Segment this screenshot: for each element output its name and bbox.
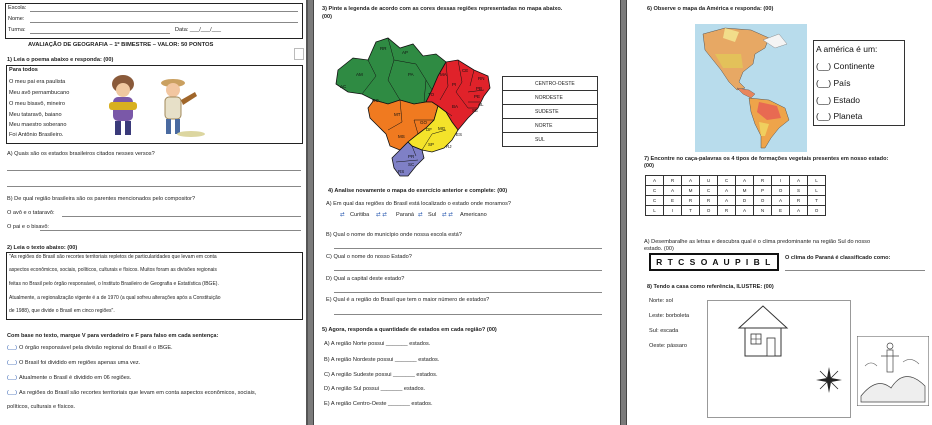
tf-checkbox[interactable]: (__): [7, 390, 17, 396]
svg-text:ES: ES: [456, 132, 463, 137]
grid-cell[interactable]: R: [682, 196, 700, 206]
grid-cell[interactable]: N: [754, 206, 772, 216]
musicians-illustration: [95, 72, 215, 138]
text-line: de 1988), que divide o Brasil em cinco regiões".: [9, 308, 115, 314]
answer-line[interactable]: [7, 186, 301, 187]
question-6-title: 6) Observe o mapa da América e responda: (00): [647, 6, 774, 12]
grid-cell[interactable]: U: [700, 176, 718, 186]
svg-text:CE: CE: [462, 68, 469, 73]
america-option[interactable]: (__) Estado: [816, 95, 860, 105]
chain-item: Paraná: [396, 212, 415, 218]
name-label: Nome:: [8, 16, 25, 22]
school-label: Escola:: [8, 5, 27, 11]
america-option[interactable]: (__) País: [816, 78, 851, 88]
svg-text:MT: MT: [394, 112, 401, 117]
grid-cell[interactable]: L: [808, 186, 826, 196]
grid-cell[interactable]: C: [700, 186, 718, 196]
chain-item: Curitiba: [350, 212, 370, 218]
america-question-box: [813, 40, 905, 126]
answer-line[interactable]: [7, 170, 301, 171]
poem-line: Para todos: [9, 67, 38, 73]
landscape-sketch-icon: [857, 336, 929, 406]
svg-text:AC: AC: [340, 84, 347, 89]
exam-title: AVALIAÇÃO DE GEOGRAFIA – 1º BIMESTRE – VALOR: 50 PONTOS: [28, 42, 214, 48]
grid-cell[interactable]: A: [736, 206, 754, 216]
tf-checkbox[interactable]: (__): [7, 345, 17, 351]
question-4e: E) Qual é a região do Brasil que tem o maior número de estados?: [326, 297, 490, 303]
legend-item[interactable]: NORTE: [503, 119, 598, 133]
tf-item: O órgão responsável pela divisão regional do Brasil é o IBGE.: [19, 345, 173, 351]
grid-cell[interactable]: T: [682, 206, 700, 216]
text-line: Atualmente, a regionalização vigente é a de 1970 (a qual sofreu alterações após a Constituição: [9, 295, 221, 301]
q5-item: A) A região Norte possui _______ estados.: [324, 341, 431, 347]
brazil-regions-map: [328, 30, 498, 180]
answer-line[interactable]: [62, 216, 301, 217]
grid-cell[interactable]: A: [718, 196, 736, 206]
svg-text:MG: MG: [438, 126, 446, 131]
legend-item[interactable]: NORDESTE: [503, 91, 598, 105]
question-4c: C) Qual o nome do nosso Estado?: [326, 254, 412, 260]
svg-text:MA: MA: [440, 72, 447, 77]
question-4b: B) Qual o nome do município onde nossa escola está?: [326, 232, 462, 238]
grid-cell[interactable]: R: [664, 176, 682, 186]
poem-line: Meu tataravô, baiano: [9, 112, 62, 118]
answer-line[interactable]: [785, 270, 925, 271]
tf-item-cont: políticos, culturais e físicos.: [7, 404, 76, 410]
chain-arrow-icon: ⇄ ⇄: [442, 212, 453, 218]
question-7-points: (00): [644, 163, 654, 169]
legend-item[interactable]: CENTRO-OESTE: [503, 77, 598, 91]
grid-cell[interactable]: M: [736, 186, 754, 196]
poem-line: Meu avô pernambucano: [9, 90, 70, 96]
poem-line: O meu bisavô, mineiro: [9, 101, 65, 107]
svg-text:PR: PR: [408, 154, 415, 159]
question-5-title: 5) Agora, responda a quantidade de estados em cada região? (00): [322, 327, 497, 333]
grid-cell[interactable]: P: [754, 186, 772, 196]
question-1b: B) De qual região brasileira são os parentes mencionados pelo compositor?: [7, 196, 196, 202]
q5-item: E) A região Centro-Oeste _______ estados.: [324, 401, 433, 407]
svg-text:RO: RO: [372, 98, 379, 103]
region-legend-table: [502, 76, 598, 147]
svg-text:AM: AM: [356, 72, 363, 77]
grid-cell[interactable]: A: [718, 186, 736, 196]
grid-cell[interactable]: C: [646, 186, 664, 196]
chain-arrow-icon: ⇄: [340, 212, 345, 218]
grid-cell[interactable]: S: [790, 186, 808, 196]
text-line: feitas no Brasil pelo órgão responsável, o Instituto Brasileiro de Geografia e Estatística (IBGE).: [9, 281, 219, 287]
tf-item: Atualmente o Brasil é dividido em 06 regiões.: [19, 375, 132, 381]
svg-text:MS: MS: [398, 134, 405, 139]
chain-item: Sul: [428, 212, 437, 218]
americas-map: [695, 24, 807, 152]
america-option[interactable]: (__) Continente: [816, 61, 875, 71]
grid-cell[interactable]: O: [808, 206, 826, 216]
grid-cell[interactable]: L: [808, 176, 826, 186]
grid-cell[interactable]: I: [772, 176, 790, 186]
chain-arrow-icon: ⇄: [418, 212, 423, 218]
grid-cell[interactable]: A: [736, 176, 754, 186]
svg-text:DF: DF: [426, 127, 432, 132]
svg-text:RJ: RJ: [446, 144, 452, 149]
grid-cell[interactable]: E: [772, 206, 790, 216]
poem-line: O meu pai era paulista: [9, 79, 66, 85]
svg-text:SP: SP: [428, 142, 435, 147]
grid-cell[interactable]: O: [700, 206, 718, 216]
direction-item: Leste: borboleta: [649, 313, 690, 319]
question-7a: A) Desembaralhe as letras e descubra qual é o clima predominante na região Sul do nosso: [644, 239, 871, 245]
grid-cell[interactable]: C: [646, 196, 664, 206]
grid-cell[interactable]: O: [754, 196, 772, 206]
svg-text:RR: RR: [380, 46, 387, 51]
question-4-title: 4) Analise novamente o mapa do exercício anterior e complete: (00): [328, 188, 508, 194]
question-4d: D) Qual a capital deste estado?: [326, 276, 405, 282]
answer-line[interactable]: [334, 314, 602, 315]
svg-text:AL: AL: [478, 102, 484, 107]
question-1b-1: O avô e o tataravô:: [7, 210, 55, 216]
grid-cell[interactable]: R: [700, 196, 718, 206]
worksheet-page-1: [0, 0, 308, 425]
question-2-title: 2) Leia o texto abaixo: (00): [7, 245, 78, 251]
svg-text:PI: PI: [452, 82, 457, 87]
direction-item: Norte: sol: [649, 298, 673, 304]
q5-item: D) A região Sul possui _______ estados.: [324, 386, 426, 392]
question-4a: A) Em qual das regiões do Brasil está localizado o estado onde moramos?: [326, 201, 512, 207]
word-search-grid: [645, 175, 826, 216]
grid-cell[interactable]: L: [646, 206, 664, 216]
page-scroll-marker: [294, 48, 304, 60]
house-icon: [735, 302, 791, 358]
svg-text:SE: SE: [472, 108, 479, 113]
class-label: Turma:: [8, 27, 26, 33]
legend-item[interactable]: SUDESTE: [503, 105, 598, 119]
grid-cell[interactable]: M: [682, 186, 700, 196]
question-7-title: 7) Encontre no caça-palavras os 4 tipos de formações vegetais presentes em nosso estado:: [644, 156, 889, 162]
question-3-points: (00): [322, 14, 332, 20]
america-option[interactable]: (__) Planeta: [816, 111, 863, 121]
grid-cell[interactable]: O: [772, 186, 790, 196]
worksheet-page-2: [313, 0, 621, 425]
compass-rose-icon: [815, 366, 843, 394]
text-line: "As regiões do Brasil são recortes territoriais repletos de particularidades que levam em conta: [9, 254, 217, 260]
svg-text:PA: PA: [408, 72, 414, 77]
svg-text:PE: PE: [474, 94, 481, 99]
svg-text:PB: PB: [476, 86, 483, 91]
grid-cell[interactable]: R: [754, 176, 772, 186]
grid-cell[interactable]: A: [682, 176, 700, 186]
svg-text:BA: BA: [452, 104, 459, 109]
legend-item[interactable]: SUL: [503, 133, 598, 147]
grid-cell[interactable]: A: [646, 176, 664, 186]
climate-question: O clima do Paraná é classificado como:: [785, 255, 891, 261]
direction-item: Oeste: pássaro: [649, 343, 687, 349]
poem-line: Foi Antônio Brasileiro.: [9, 132, 64, 138]
grid-cell[interactable]: E: [664, 196, 682, 206]
grid-cell[interactable]: R: [790, 196, 808, 206]
true-false-title: Com base no texto, marque V para verdadeiro e F para falso em cada sentença:: [7, 333, 219, 339]
grid-cell[interactable]: A: [772, 196, 790, 206]
worksheet-page-3: [626, 0, 932, 425]
date-label: Data: ___/___/___: [175, 27, 222, 33]
question-1-title: 1) Leia o poema abaixo e responda: (00): [7, 57, 114, 63]
answer-line[interactable]: [334, 292, 602, 293]
svg-text:GO: GO: [420, 120, 428, 125]
grid-cell[interactable]: C: [718, 176, 736, 186]
answer-line[interactable]: [40, 230, 301, 231]
tf-item: O Brasil foi dividido em regiões apenas uma vez.: [19, 360, 141, 366]
question-3-title: 3) Pinte a legenda de acordo com as cores dessas regiões representadas no mapa abaixo.: [322, 6, 563, 12]
svg-text:AP: AP: [402, 50, 409, 55]
tf-checkbox[interactable]: (__): [7, 360, 17, 366]
grid-cell[interactable]: A: [790, 206, 808, 216]
grid-cell[interactable]: I: [664, 206, 682, 216]
poem-line: Meu maestro soberano: [9, 122, 67, 128]
question-1a: A) Quais são os estados brasileiros citados nesses versos?: [7, 151, 155, 157]
q5-item: C) A região Sudeste possui _______ estados.: [324, 372, 438, 378]
svg-text:SC: SC: [408, 162, 415, 167]
tf-checkbox[interactable]: (__): [7, 375, 17, 381]
grid-cell[interactable]: A: [790, 176, 808, 186]
grid-cell[interactable]: D: [736, 196, 754, 206]
question-8-title: 8) Tendo a casa como referência, ILUSTRE: (00): [647, 284, 774, 290]
grid-cell[interactable]: A: [664, 186, 682, 196]
scrambled-letters: R T C S O A U P I B L: [649, 253, 779, 271]
chain-item: Americano: [460, 212, 487, 218]
grid-cell[interactable]: R: [718, 206, 736, 216]
text-line: aspectos econômicos, sociais, políticos, culturais e físicos. Muitos foram as divisões regionais: [9, 267, 217, 273]
answer-line[interactable]: [334, 248, 602, 249]
question-1b-2: O pai e o bisavô:: [7, 224, 49, 230]
grid-cell[interactable]: T: [808, 196, 826, 206]
svg-text:RN: RN: [478, 76, 485, 81]
svg-text:RS: RS: [398, 169, 405, 174]
svg-text:TO: TO: [428, 92, 435, 97]
question-7a-cont: estado. (00): [644, 246, 674, 252]
america-question: A américa é um:: [816, 44, 878, 54]
answer-line[interactable]: [334, 270, 602, 271]
tf-item: As regiões do Brasil são recortes territoriais que levam em conta aspectos econômicos, sociais,: [19, 390, 257, 396]
q5-item: B) A região Nordeste possui _______ estados.: [324, 357, 440, 363]
direction-item: Sul: escada: [649, 328, 679, 334]
chain-arrow-icon: ⇄ ⇄: [376, 212, 387, 218]
